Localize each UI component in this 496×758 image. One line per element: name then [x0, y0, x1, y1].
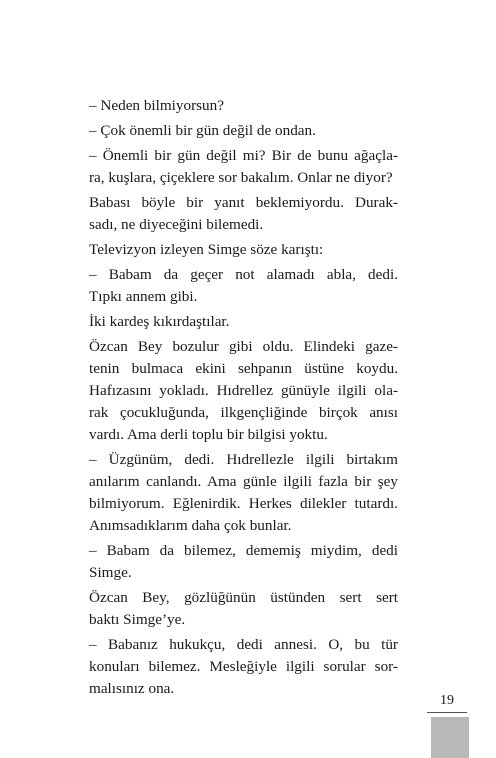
page-body-text — [89, 95, 398, 703]
text-line: – Neden bilmiyorsun? — [89, 97, 224, 114]
paragraph — [89, 192, 398, 236]
text-line: konuları bilemez. Mesleğiyle ilgili sorular sor- — [89, 658, 398, 675]
text-line: Özcan Bey bozulur gibi oldu. Elindeki gaze- — [89, 338, 398, 355]
text-line: – Babam da bilemez, dememiş miydim, dedi — [89, 542, 398, 559]
text-line: rak çocukluğunda, ilkgençliğinde birçok anısı — [89, 404, 398, 421]
text-line: anılarım canlandı. Ama günle ilgili fazla bir şey — [89, 473, 398, 490]
text-line: – Üzgünüm, dedi. Hıdrellezle ilgili birtakım — [89, 451, 398, 468]
text-line: malısınız ona. — [89, 680, 175, 697]
text-line: Simge. — [89, 564, 132, 581]
text-line: sadı, ne diyeceğini bilemedi. — [89, 216, 264, 233]
page-number-rule — [427, 712, 467, 713]
text-line: Anımsadıklarım daha çok bunlar. — [89, 517, 292, 534]
paragraph — [89, 449, 398, 537]
text-line: Babası böyle bir yanıt beklemiyordu. Durak- — [89, 194, 398, 211]
paragraph — [89, 336, 398, 446]
text-line: Tıpkı annem gibi. — [89, 288, 198, 305]
text-line: ra, kuşlara, çiçeklere sor bakalım. Onlar ne diyor? — [89, 169, 393, 186]
text-line: Televizyon izleyen Simge söze karıştı: — [89, 241, 324, 258]
paragraph — [89, 634, 398, 700]
text-line: – Babanız hukukçu, dedi annesi. O, bu tür — [89, 636, 398, 653]
text-line: Özcan Bey, gözlüğünün üstünden sert sert — [89, 589, 398, 606]
paragraph — [89, 540, 398, 584]
text-line: baktı Simge’ye. — [89, 611, 186, 628]
text-line: – Çok önemli bir gün değil de ondan. — [89, 122, 316, 139]
paragraph — [89, 311, 398, 333]
paragraph — [89, 145, 398, 189]
text-line: bilmiyorum. Eğlenirdik. Herkes dilekler tutardı. — [89, 495, 398, 512]
paragraph — [89, 264, 398, 308]
page-number: 19 — [440, 693, 454, 708]
text-line: Hafızasını yokladı. Hıdrellez günüyle ilgili ola- — [89, 382, 398, 399]
text-line: tenin bulmaca ekini sehpanın üstüne koydu. — [89, 360, 398, 377]
paragraph — [89, 120, 398, 142]
page-corner-tab — [431, 717, 469, 758]
text-line: – Önemli bir gün değil mi? Bir de bunu ağaçla- — [89, 147, 398, 164]
paragraph — [89, 239, 398, 261]
text-line: İki kardeş kıkırdaştılar. — [89, 313, 230, 330]
text-line: vardı. Ama derli toplu bir bilgisi yoktu. — [89, 426, 328, 443]
text-line: – Babam da geçer not alamadı abla, dedi. — [89, 266, 398, 283]
paragraph — [89, 95, 398, 117]
paragraph — [89, 587, 398, 631]
